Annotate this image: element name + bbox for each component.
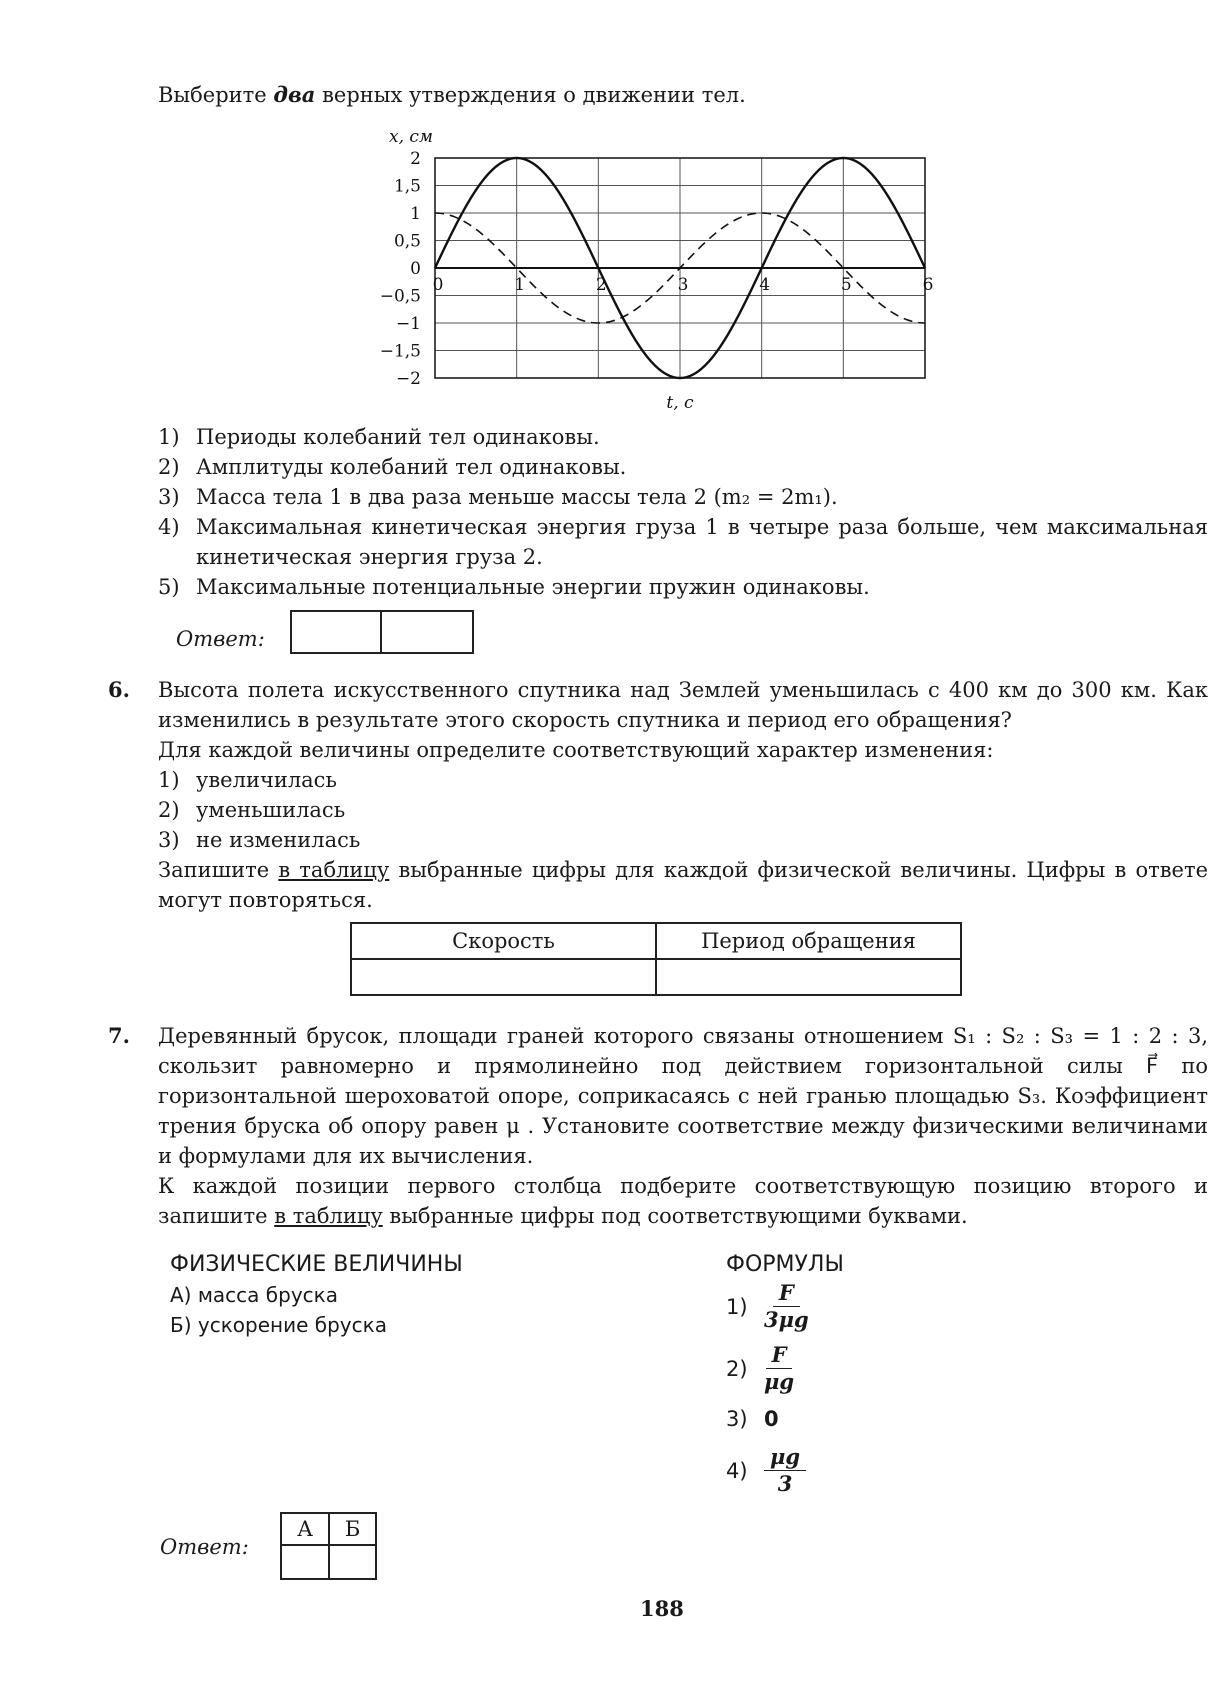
q6-instruction: Запишите в таблицу выбранные цифры для каждой физической величины. Цифры в ответе могут повторяться. [158, 858, 1209, 912]
y-axis-label: x, см [389, 127, 434, 147]
q5-answer-cell-1[interactable] [290, 610, 382, 654]
q6-body [158, 675, 1208, 915]
q7-formula-4: 4) $\frac{\mu g}{3}$ [726, 1444, 806, 1497]
q5-answer-cell-2[interactable] [380, 610, 474, 654]
q5-option-1: 1) Периоды колебаний тел одинаковы. [158, 425, 600, 449]
q7-table-link: в таблицу [274, 1204, 383, 1228]
q7-answer-cell-a[interactable] [281, 1545, 329, 1579]
q6-answer-speed[interactable] [351, 959, 656, 995]
q5-answer-label: Ответ: [176, 627, 265, 651]
q6-option-2: 2) уменьшилась [158, 798, 346, 822]
q7-col2-title: ФОРМУЛЫ [726, 1252, 844, 1277]
q6-header-period: Период обращения [656, 923, 961, 959]
q6-answer-period[interactable] [656, 959, 961, 995]
y-tick-label: −0,5 [379, 286, 421, 307]
y-tick-label: −1,5 [379, 341, 421, 362]
x-tick-label: 2 [595, 275, 607, 295]
q7-body [158, 1021, 1208, 1231]
x-tick-label: 6 [922, 275, 934, 295]
y-tick-label: 2 [410, 149, 421, 169]
q5-option-2: 2) Амплитуды колебаний тел одинаковы. [158, 455, 627, 479]
y-tick-label: 1 [410, 204, 421, 224]
page-number: 188 [640, 1596, 684, 1621]
q7-answer-table [280, 1512, 377, 1580]
q7-answer-header-b: Б [329, 1513, 376, 1545]
x-tick-label: 1 [514, 275, 526, 295]
oscillation-chart [355, 120, 934, 413]
y-tick-label: 0 [410, 259, 421, 279]
q7-formula-2: 2) $\frac{F}{\mu g}$ [726, 1342, 795, 1394]
q7-col1-title: ФИЗИЧЕСКИЕ ВЕЛИЧИНЫ [170, 1252, 463, 1277]
q5-intro: Выберите два верных утверждения о движении тел. [158, 82, 746, 107]
y-tick-label: 0,5 [393, 231, 421, 252]
q7-para-1: Деревянный брусок, площади граней которого связаны отношением S₁ : S₂ : S₃ = 1 : 2 : 3, скользит равномерно и прямолинейно под действием горизонтальной силы F⃗ по горизонтальной шероховатой опоре, соприкасаясь с ней гранью площадью S₃. Коэффициент трения бруска об опору равен μ . Установите соответствие между физическими величинами и формулами для их вычисления. [158, 1024, 1208, 1168]
q6-number: 6. [108, 677, 130, 702]
q7-answer-header-a: А [281, 1513, 329, 1545]
q6-option-1: 1) увеличилась [158, 768, 337, 792]
x-tick-label: 3 [677, 275, 689, 295]
x-tick-label: 5 [840, 275, 852, 295]
q6-text-1: Высота полета искусственного спутника над Землей уменьшилась с 400 км до 300 км. Как изменились в результате этого скорость спутника и период его обращения? [158, 678, 1208, 732]
x-tick-label: 0 [432, 275, 444, 295]
q6-header-speed: Скорость [351, 923, 656, 959]
q5-options [158, 422, 1208, 602]
x-axis-label: t, c [666, 393, 694, 413]
q6-text-2: Для каждой величины определите соответствующий характер изменения: [158, 738, 994, 762]
q6-answer-table [350, 922, 962, 996]
q7-formula-1: 1) $\frac{F}{3\mu g}$ [726, 1280, 809, 1332]
q7-formula-3: 3) 0 [726, 1407, 779, 1431]
q7-number: 7. [108, 1023, 130, 1048]
q7-col1-item-b: Б) ускорение бруска [170, 1313, 387, 1337]
q5-intro-emphasis: два [273, 82, 316, 107]
y-tick-label: −1 [395, 314, 421, 334]
q5-option-5: 5) Максимальные потенциальные энергии пружин одинаковы. [158, 575, 870, 599]
y-tick-label: −2 [395, 369, 421, 389]
y-tick-label: 1,5 [393, 176, 421, 197]
x-tick-label: 4 [759, 275, 771, 295]
q7-para-2: К каждой позиции первого столбца подберите соответствующую позицию второго и запишите в таблицу выбранные цифры под соответствующими буквами. [158, 1174, 1208, 1228]
q7-answer-cell-b[interactable] [329, 1545, 376, 1579]
q5-option-4: 4) Максимальная кинетическая энергия груза 1 в четыре раза больше, чем максимальная кинетическая энергия груза 2. [158, 515, 1208, 569]
q5-option-3: 3) Масса тела 1 в два раза меньше массы тела 2 (m₂ = 2m₁). [158, 485, 838, 509]
q6-table-link: в таблицу [278, 858, 390, 882]
q7-col1-item-a: А) масса бруска [170, 1283, 338, 1307]
q7-answer-label: Ответ: [160, 1535, 249, 1559]
q6-option-3: 3) не изменилась [158, 828, 361, 852]
